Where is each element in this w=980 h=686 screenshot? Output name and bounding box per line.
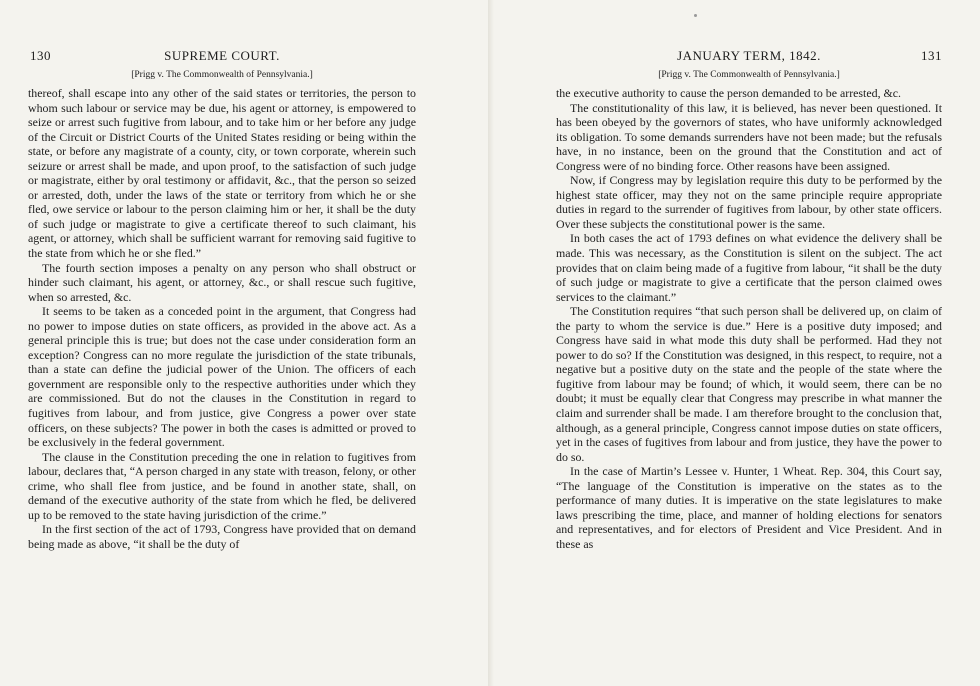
running-title: SUPREME COURT.: [164, 48, 280, 63]
paragraph: The clause in the Constitution preceding the one in relation to fugitives from labour, declares that, “A person charged in any state with treason, felony, or other crime, who shall flee from justice, and be found in another state, shall, on demand of the executive authority of the state from which he fled, be delivered up to be removed to the state having jurisdiction of the crime.”: [28, 449, 416, 522]
paragraph: In the case of Martin’s Lessee v. Hunter, 1 Wheat. Rep. 304, this Court say, “The language of the Constitution is imperative on the states as to the performance of many duties. It is imperative on the state legislatures to make laws prescribing the time, place, and manner of holding elections for senators and representatives, and for electors of President and Vice President. And in these as: [556, 464, 942, 551]
scan-speck: [694, 14, 697, 17]
case-caption: [Prigg v. The Commonwealth of Pennsylvania.]: [131, 70, 313, 80]
page-number: 131: [921, 48, 942, 63]
paragraph: thereof, shall escape into any other of the said states or territories, the person to whom such labour or service may be due, his agent or attorney, is empowered to seize or arrest such fugitive from labour, and to take him or her before any judge of the Circuit or District Courts of the United States residing or being within the state, or before any magistrate of a county, city, or town corporate, wherein such seizure or arrest shall be made, and upon proof, to the satisfaction of such judge or magistrate, either by oral testimony or affidavit, &c., that the person so seized or arrested, doth, under the laws of the state or territory from which he or she fled, owe service or labour to the person claiming him or her, it shall be the duty of such judge or magistrate to give a certificate thereof to such claimant, his agent, or attorney, which shall be sufficient warrant for removing said fugitive to the state from which he or she fled.”: [28, 86, 416, 261]
paragraph: The constitutionality of this law, it is believed, has never been questioned. It has been obeyed by the governors of states, who have uniformly acknowledged its obligation. To some demands surrenders have not been made; but the refusals have, in no instance, been on the ground that the Constitution and act of Congress were of no binding force. Other reasons have been assigned.: [556, 100, 942, 173]
paragraph: In both cases the act of 1793 defines on what evidence the delivery shall be made. This was necessary, as the Constitution is silent on the subject. The act provides that on claim being made of a fugitive from labour, “it shall be the duty of such judge or magistrate to give a certificate that the person claimed owes services to the claimant.”: [556, 231, 942, 304]
running-title: JANUARY TERM, 1842.: [677, 48, 821, 63]
paragraph: the executive authority to cause the person demanded to be arrested, &c.: [556, 86, 902, 100]
case-caption: [Prigg v. The Commonwealth of Pennsylvania.]: [658, 70, 840, 80]
page-body: [28, 86, 416, 552]
page-body: [556, 86, 942, 552]
paragraph: The Constitution requires “that such person shall be delivered up, on claim of the party to whom the service is due.” Here is a positive duty imposed; and Congress have said in what mode this duty shall be performed. Had they not power to do so? If the Constitution was designed, in this respect, to require, not a negative but a positive duty on the state and the people of the state where the fugitive from labour may be found; of which, it would seem, there can be no doubt; it must be equally clear that Congress may prescribe in what manner the claim and surrender shall be made. I am therefore brought to the conclusion that, although, as a general principle, Congress cannot impose duties on state officers, yet in the cases of fugitives from labour and from justice, they have the power to do so.: [556, 304, 942, 464]
running-head: [28, 48, 416, 66]
paragraph: The fourth section imposes a penalty on any person who shall obstruct or hinder such claimant, his agent, or attorney, &c., or shall rescue such fugitive, when so arrested, &c.: [28, 260, 416, 304]
paragraph: Now, if Congress may by legislation require this duty to be performed by the highest state officer, may they not on the same principle require appropriate duties in regard to the surrender of fugitives from labour, by other state officers. Over these subjects the constitutional power is the same.: [556, 173, 942, 231]
right-page: [556, 48, 942, 552]
left-page: [28, 48, 416, 552]
paragraph: In the first section of the act of 1793, Congress have provided that on demand being made as above, “it shall be the duty of: [28, 522, 416, 551]
running-head: [556, 48, 942, 66]
paragraph: It seems to be taken as a conceded point in the argument, that Congress had no power to impose duties on state officers, as provided in the above act. As a general principle this is true; but does not the case under consideration form an exception? Congress can no more regulate the jurisdiction of the state tribunals, than a state can define the judicial power of the Union. The officers of each government are responsible only to the respective authorities under which they are commissioned. But do not the clauses in the Constitution in regard to fugitives from labour, and from justice, give Congress a power over state officers, on these subjects? The power in both the cases is admitted or proved to be exclusively in the federal government.: [28, 304, 416, 450]
page-number: 130: [30, 48, 51, 63]
book-gutter: [488, 0, 494, 686]
